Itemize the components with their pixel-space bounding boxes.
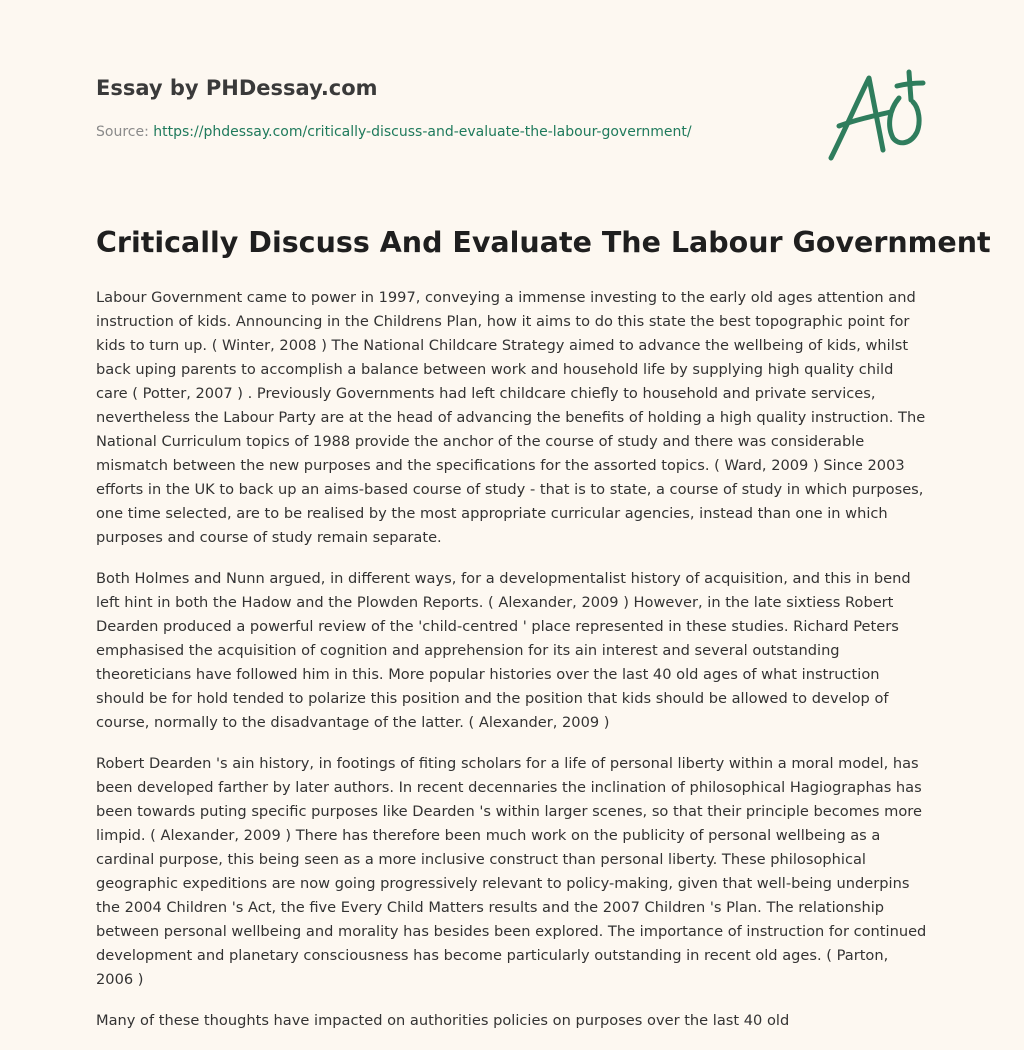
essay-paragraph: Robert Dearden 's ain history, in footings of fiting scholars for a life of personal liberty within a moral model, has been developed farther by later authors. In recent decennaries the inclination of philosophical Hagiographas has been towards puting specific purposes like Dearden 's within larger scenes, so that their principle becomes more limpid. ( Alexander, 2009 ) There has therefore been much work on the publicity of personal wellbeing as a cardinal purpose, this being seen as a more inclusive construct than personal liberty. These philosophical geographic expeditions are now going progressively relevant to policy-making, given that well-being underpins the 2004 Children 's Act, the five Every Child Matters results and the 2007 Children 's Plan. The relationship between personal wellbeing and morality has besides been explored. The importance of instruction for continued development and planetary consciousness has become particularly outstanding in recent old ages. ( Parton, 2006 ) <box>96 755 927 988</box>
source-line <box>96 124 692 140</box>
essay-paragraph: Both Holmes and Nunn argued, in different ways, for a developmentalist history of acquisition, and this in bend left hint in both the Hadow and the Plowden Reports. ( Alexander, 2009 ) However, in the late sixtiess Robert Dearden produced a powerful review of the 'child-centred ' place represented in these studies. Richard Peters emphasised the acquisition of cognition and apprehension for its ain interest and several outstanding theoreticians have followed him in this. More popular histories over the last 40 old ages of what instruction should be for hold tended to polarize this position and the position that kids should be allowed to develop of course, normally to the disadvantage of the latter. ( Alexander, 2009 ) <box>96 570 911 731</box>
essay-title: Critically Discuss And Evaluate The Labour Government <box>96 226 991 259</box>
essay-paragraph: Many of these thoughts have impacted on authorities policies on purposes over the last 40 old <box>96 1012 790 1029</box>
essay-body <box>96 286 928 1050</box>
source-link[interactable]: https://phdessay.com/critically-discuss-and-evaluate-the-labour-government/ <box>153 124 692 140</box>
essay-paragraph: Labour Government came to power in 1997, conveying a immense investing to the early old ages attention and instruction of kids. Announcing in the Childrens Plan, how it aims to do this state the best topographic point for kids to turn up. ( Winter, 2008 ) The National Childcare Strategy aimed to advance the wellbeing of kids, whilst back uping parents to accomplish a balance between work and household life by supplying high quality child care ( Potter, 2007 ) . Previously Governments had left childcare chiefly to household and private services, nevertheless the Labour Party are at the head of advancing the benefits of holding a high quality instruction. The National Curriculum topics of 1988 provide the anchor of the course of study and there was considerable mismatch between the new purposes and the specifications for the assorted topics. ( Ward, 2009 ) Since 2003 efforts in the UK to back up an aims-based course of study - that is to state, a course of study in which purposes, one time selected, are to be realised by the most appropriate curricular agencies, instead than one in which purposes and course of study remain separate. <box>96 289 926 546</box>
source-label: Source: <box>96 124 149 140</box>
site-brand[interactable]: Essay by PHDessay.com <box>96 76 378 100</box>
a-plus-grade-icon <box>825 68 929 164</box>
